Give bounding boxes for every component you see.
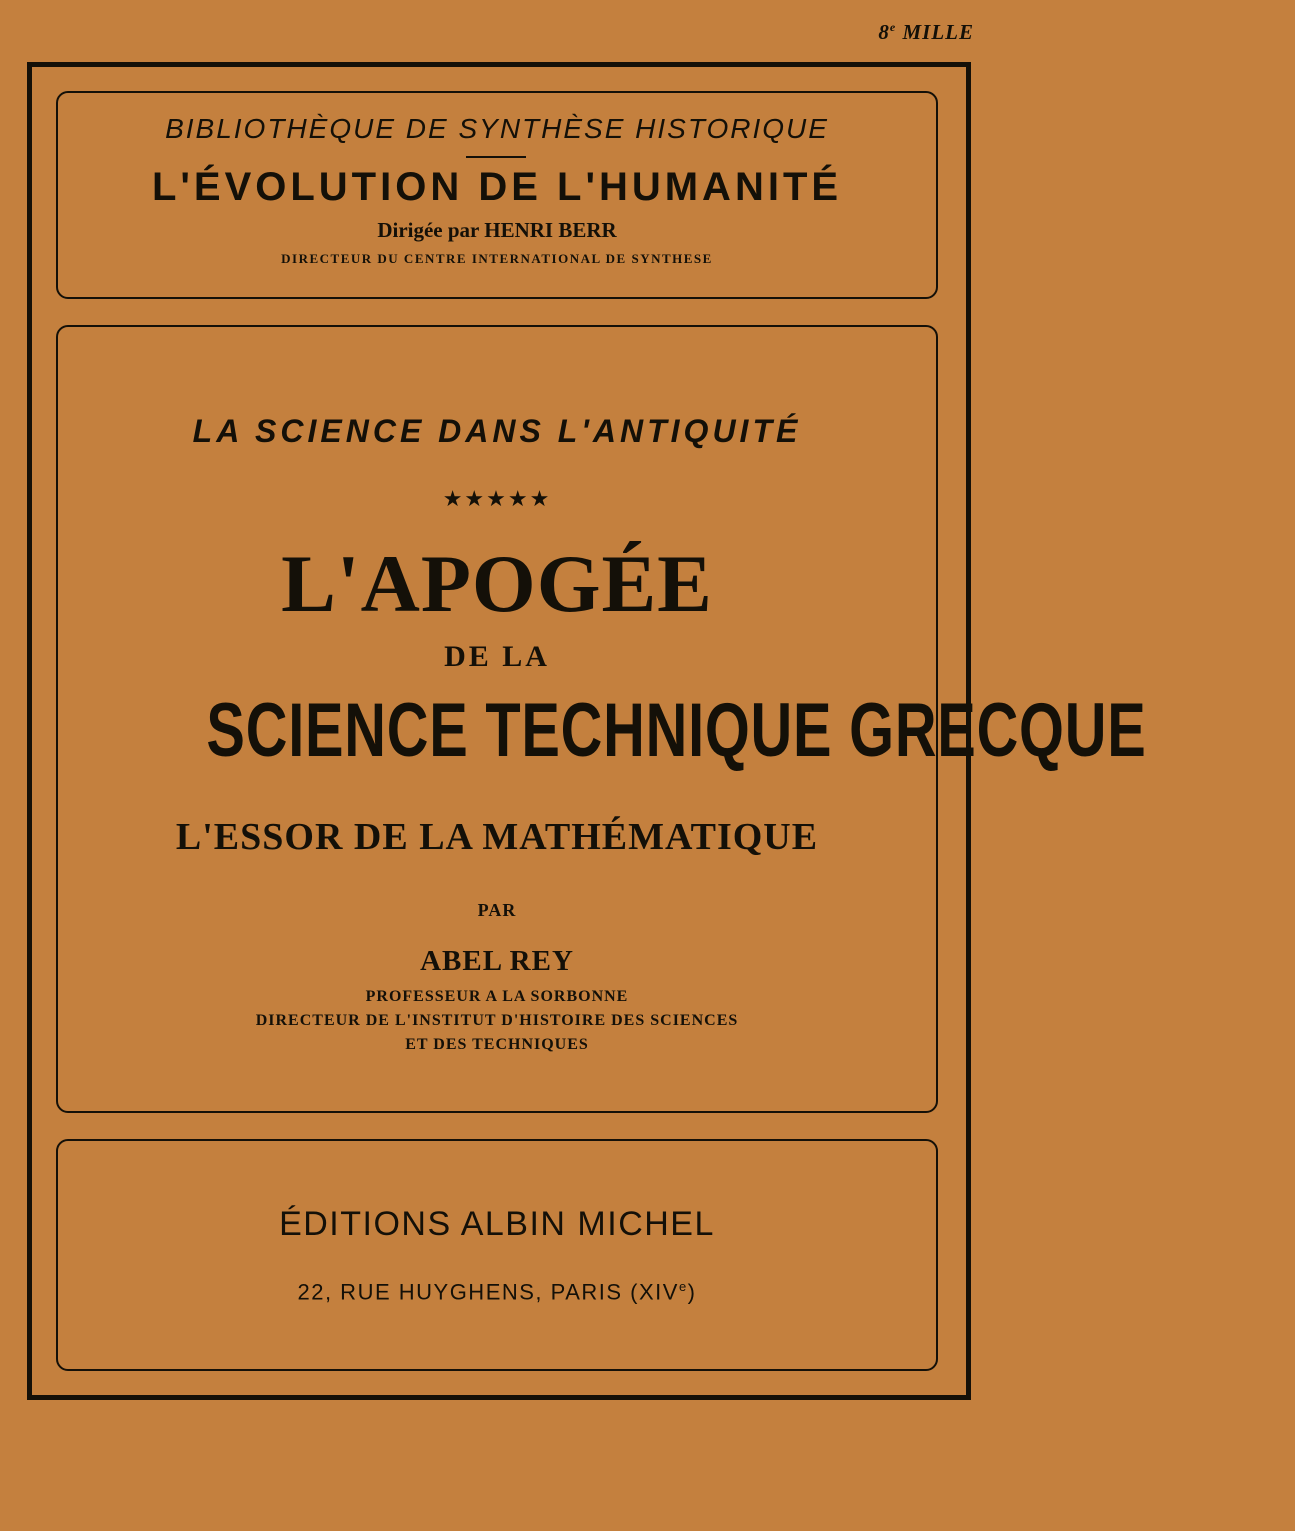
title-line-2: SCIENCE TECHNIQUE GRECQUE: [206, 688, 1147, 773]
divider: [466, 156, 526, 158]
subtitle: L'ESSOR DE LA MATHÉMATIQUE: [175, 816, 819, 858]
main-title: L'APOGÉE: [281, 538, 713, 629]
title-line-2-wrap: [58, 687, 1147, 774]
title-panel: [56, 325, 1147, 1113]
collection-title: L'ÉVOLUTION DE L'HUMANITÉ: [151, 165, 843, 209]
author-credit: PROFESSEUR A LA SORBONNE: [365, 988, 629, 1005]
director-line: Dirigée par HENRI BERR: [377, 218, 617, 242]
director-title: DIRECTEUR DU CENTRE INTERNATIONAL DE SYNTHESE: [281, 251, 713, 266]
series-panel: [56, 91, 938, 299]
title-connector: DE LA: [444, 640, 550, 673]
series-title: BIBLIOTHÈQUE DE SYNTHÈSE HISTORIQUE: [165, 113, 829, 144]
author-credit: ET DES TECHNIQUES: [405, 1036, 589, 1053]
volume-stars-icon: ★★★★★: [442, 487, 552, 512]
subject-heading: LA SCIENCE DANS L'ANTIQUITÉ: [192, 413, 802, 449]
publisher-name: ÉDITIONS ALBIN MICHEL: [279, 1205, 715, 1243]
author-name: ABEL REY: [420, 945, 574, 977]
edition-label: 8e MILLE: [878, 20, 974, 44]
by-label: PAR: [477, 900, 517, 920]
publisher-address: 22, RUE HUYGHENS, PARIS (XIVe): [297, 1279, 697, 1305]
publisher-panel: [56, 1139, 938, 1371]
author-credit: DIRECTEUR DE L'INSTITUT D'HISTOIRE DES SCIENCES: [255, 1012, 739, 1029]
